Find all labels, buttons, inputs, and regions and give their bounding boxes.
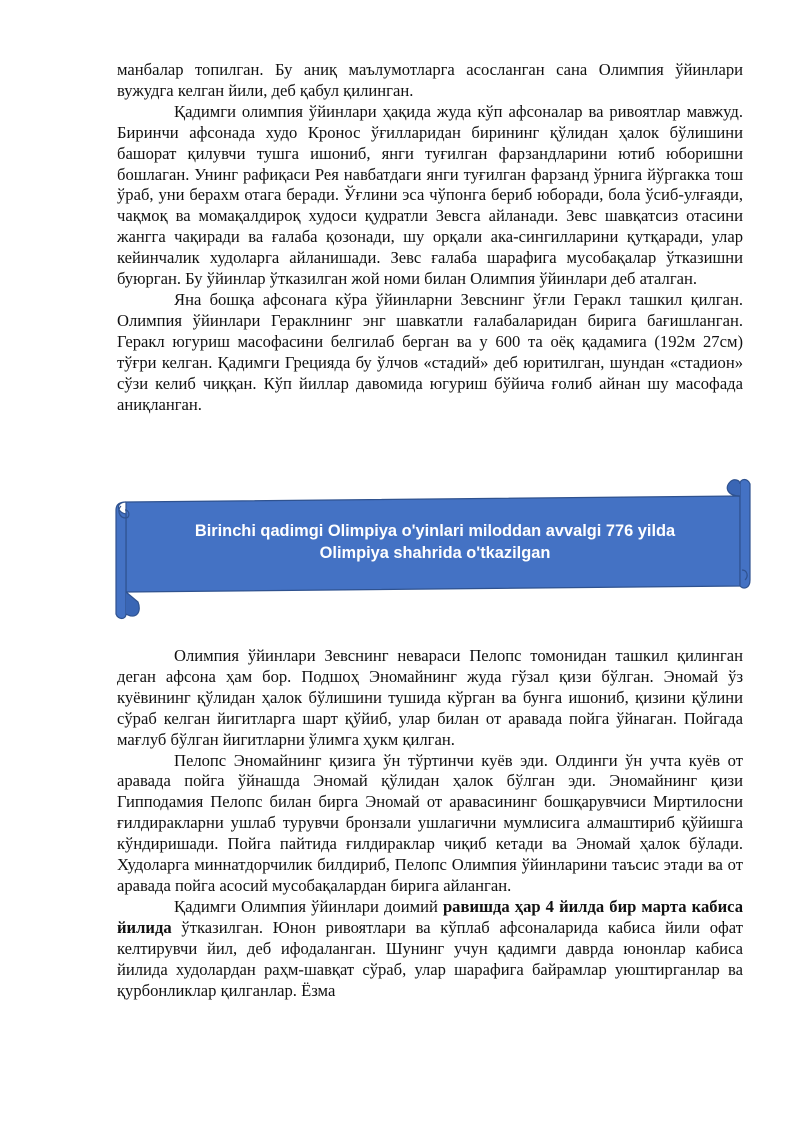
banner-caption-line2: Olimpiya shahrida o'tkazilgan xyxy=(319,544,551,562)
text-section-top xyxy=(117,60,743,415)
paragraph-heracles-legend: Яна бошқа афсонага кўра ўйинларни Зевснинг ўғли Геракл ташкил қилган. Олимпия ўйинлари Гераклнинг энг шавкатли ғалабаларидан бирига бағишланган. Геракл югуриш масофасини белгилаб берган ва у 600 та оёқ қадамига (192м 27см) тўғри келган. Қадимги Грецияда бу ўлчов «стадий» деб юритилган, шундан «стадион» сўзи келиб чиққан. Кўп йиллар давомида югуриш бўйича ғолиб айнан шу масофада аниқланган. xyxy=(117,289,743,414)
leap-year-text-bold: равишда ҳар 4 йилда бир марта кабиса йилида xyxy=(117,896,743,937)
paragraph-pelops-legend: Олимпия ўйинлари Зевснинг невараси Пелопс томонидан ташкил қилинган деган афсона ҳам бор. Подшоҳ Эномайнинг жуда гўзал қизи бўлган. Эномай ўз куёвининг қўлидан ҳалок бўлишини тушида кўрган ва бунга ишониб, қизини қўлини сўраб келган йигитларга шарт қўйиб, улар билан от аравада пойга ўйнаган. Пойгада мағлуб бўлган йигитларни ўлимга ҳукм қилган. xyxy=(117,646,743,749)
banner-caption-line1: Birinchi qadimgi Olimpiya o'yinlari miloddan avvalgi 776 yilda xyxy=(194,522,676,540)
paragraph-pelops-chariot: Пелопс Эномайнинг қизига ўн тўртинчи куёв эди. Олдинги ўн учта куёв от аравада пойга ўйнашда Эномай қўлидан ҳалок бўлган эди. Эномайнинг қизи Гипподамия Пелопс билан бирга Эномай от аравасининг бошқарувчиси Миртилосни ғилдиракларни ушлаб турувчи бронзали ушлагични мумлисига алмаштириб қўйишга кўндиришади. Пойга пайтида ғилдираклар чиқиб кетади ва Эномай ҳалок бўлади. Худоларга миннатдорчилик билдириб, Пелопс Олимпия ўйинларини таъсис этади ва от аравада пойга асосий мусобақалардан бирига айланган. xyxy=(117,750,743,895)
paragraph-kronos-legend: Қадимги олимпия ўйинлари ҳақида жуда кўп афсоналар ва ривоятлар мавжуд. Биринчи афсонада худо Кронос ўғилларидан бирининг қўлидан ҳалок бўлишини башорат қилувчи тушга ишониб, янги туғилган фарзандларини ютиб юборишни бошлаган. Унинг рафиқаси Рея навбатдаги янги туғилган фарзанд ўрнига йўргакка тош ўраб, уни берахм отага беради. Ўғлини эса чўпонга бериб юборади, бола ўсиб-улғаяди, чақмоқ ва момақалдироқ худоси қудратли Зевсга айланади. Зевс шавқатсиз отасини жангга чақиради ва ғалаба қозонади, шу орқали ака-сингилларини қутқаради, улар кейинчалик худоларга айланишади. Зевс ғалаба шарафига мусобақалар ўтказишни буюрган. Бу ўйинлар ўтказилган жой номи билан Олимпия ўйинлари деб аталган. xyxy=(117,101,743,289)
paragraph-continuation: манбалар топилган. Бу аниқ маълумотларга асосланган сана Олимпия ўйинлари вужудга келган йили, деб қабул қилинган. xyxy=(117,60,743,100)
scroll-banner xyxy=(112,474,752,622)
banner-caption xyxy=(150,520,720,564)
text-section-bottom xyxy=(117,646,743,1001)
leap-year-text-end: ўтказилган. Юнон ривоятлари ва кўплаб афсоналарида кабиса йили офат келтирувчи йил, деб ифодаланган. Шунинг учун қадимги даврда юнонлар кабиса йилида худолардан раҳм-шавқат сўраб, улар шарафига байрамлар уюштирганлар ва қурбонликлар қилганлар. Ёзма xyxy=(117,917,743,1000)
leap-year-text-start: Қадимги Олимпия ўйинлари доимий xyxy=(174,896,443,916)
paragraph-leap-year xyxy=(117,897,743,1002)
